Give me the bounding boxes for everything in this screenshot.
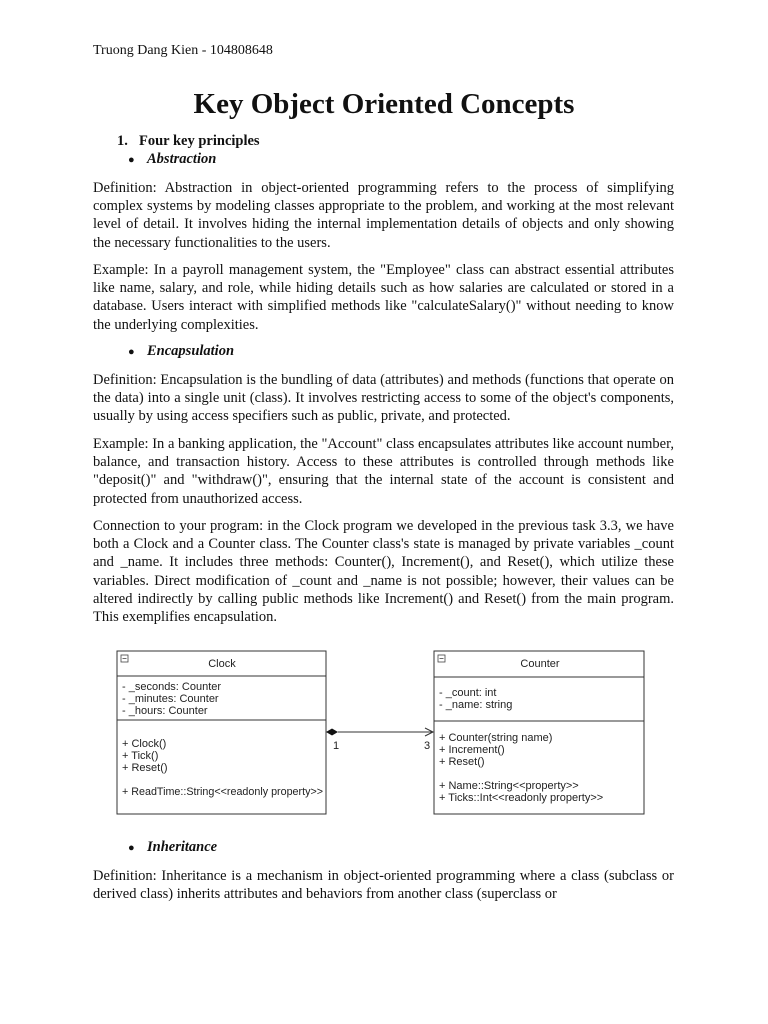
clock-attribute: - _minutes: Counter — [122, 693, 219, 705]
counter-attribute: - _count: int — [439, 687, 497, 699]
encapsulation-connection: Connection to your program: in the Clock program we developed in the previous task 3.3, we have both a Clock and a Counter class. The Counter class's state is managed by private variables _count and _name. It includes three methods: Counter(), Increment(), and Reset(), which utilize these variables. Direct modification of _count and _name is not possible; however, their values can be altered indirectly by calling public methods like Increment() and Reset() from the main program. This exemplifies encapsulation. — [93, 518, 674, 626]
encapsulation-example: Example: In a banking application, the "Account" class encapsulates attributes like account number, balance, and transaction history. Access to these attributes is controlled through methods like "deposit()" and "withdraw()", ensuring that the internal state of the account is consistent and protected from unauthorized access. — [93, 436, 674, 507]
abstraction-definition: Definition: Abstraction in object-oriented programming refers to the process of simplifying complex systems by modeling classes appropriate to the problem, and working at the most relevant level of detail. It involves hiding the internal implementation details of objects and only showing the necessary functionalities to the users. — [93, 180, 674, 251]
clock-attribute: - _hours: Counter — [122, 705, 208, 717]
clock-method: + Tick() — [122, 750, 159, 762]
encapsulation-heading: Encapsulation — [147, 343, 235, 359]
section-number: 1. — [117, 133, 128, 149]
clock-method: + Reset() — [122, 762, 168, 774]
clock-attribute: - _seconds: Counter — [122, 681, 222, 693]
section-label: Four key principles — [139, 133, 260, 149]
counter-method: + Counter(string name) — [439, 732, 553, 744]
source-multiplicity: 1 — [333, 740, 340, 752]
counter-property: + Name::String<<property>> — [439, 780, 579, 792]
target-multiplicity: 3 — [424, 740, 431, 752]
inheritance-definition: Definition: Inheritance is a mechanism in object-oriented programming where a class (subclass or derived class) inherits attributes and behaviors from another class (superclass or — [93, 868, 674, 903]
clock-method: + Clock() — [122, 738, 167, 750]
inheritance-heading: Inheritance — [147, 839, 218, 855]
composition-diamond-icon — [326, 729, 338, 736]
abstraction-example: Example: In a payroll management system, the "Employee" class can abstract essential attributes like name, salary, and role, while hiding details such as how salaries are calculated or stored in a database. Users interact with simplified methods like "calculateSalary()" without needing to know the underlying complexities. — [93, 262, 674, 333]
clock-class-name: Clock — [208, 658, 236, 670]
encapsulation-definition: Definition: Encapsulation is the bundling of data (attributes) and methods (functions that operate on the data) into a single unit (class). It involves restricting access to some of the object's components, usually by using access specifiers such as public, private, and protected. — [93, 372, 674, 425]
counter-method: + Reset() — [439, 756, 485, 768]
bullet-dot-icon: ● — [128, 346, 135, 358]
bullet-dot-icon: ● — [128, 842, 135, 854]
page-title: Key Object Oriented Concepts — [193, 88, 575, 120]
counter-class-name: Counter — [520, 658, 560, 670]
bullet-dot-icon: ● — [128, 154, 135, 166]
clock-property: + ReadTime::String<<readonly property>> — [122, 786, 323, 798]
counter-class-box — [434, 651, 644, 814]
counter-property: + Ticks::Int<<readonly property>> — [439, 792, 604, 804]
abstraction-heading: Abstraction — [147, 151, 217, 167]
clock-class-box — [117, 651, 326, 814]
counter-attribute: - _name: string — [439, 699, 513, 711]
bullet-inheritance — [128, 839, 217, 856]
counter-method: + Increment() — [439, 744, 505, 756]
composition-association — [326, 728, 433, 752]
author-header: Truong Dang Kien - 104808648 — [93, 43, 273, 58]
